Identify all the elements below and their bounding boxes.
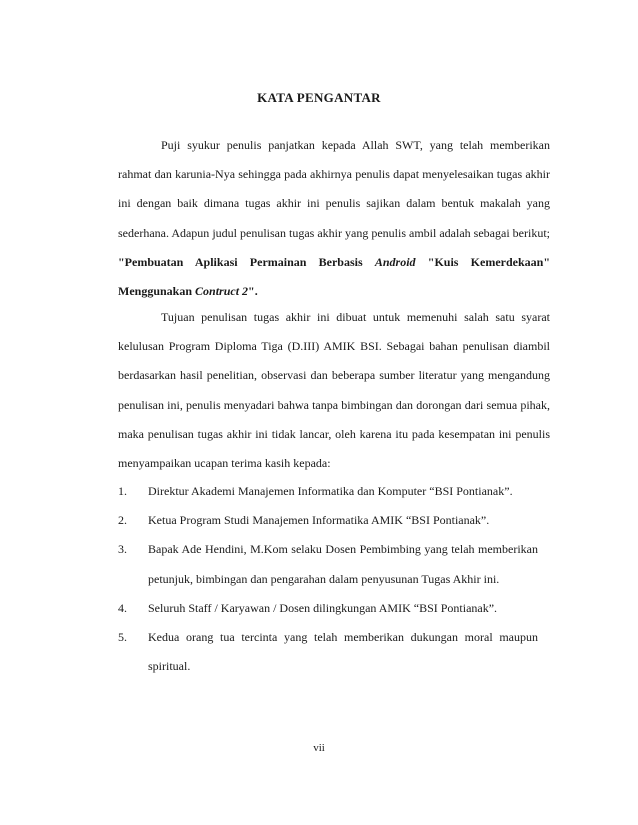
list-item-number: 4.: [118, 600, 127, 615]
list-item: [118, 535, 550, 593]
list-item-text: Kedua orang tua tercinta yang telah memberikan dukungan moral maupun spiritual.: [148, 630, 538, 674]
paragraph-intro: [118, 131, 550, 306]
paragraph-purpose-text: Tujuan penulisan tugas akhir ini dibuat untuk memenuhi salah satu syarat kelulusan Program Diploma Tiga (D.III) AMIK BSI. Sebagai bahan penulisan diambil berdasarkan hasil penelitian, observasi dan beberapa sumber literatur yang mengandung penulisan ini, penulis menyadari bahwa tanpa bimbingan dan dorongan dari semua pihak, maka penulisan tugas akhir ini tidak lancar, oleh karena itu pada kesempatan ini penulis menyampaikan ucapan terima kasih kepada:: [118, 310, 550, 471]
list-item-number: 1.: [118, 484, 127, 498]
thesis-title-part1: "Pembuatan Aplikasi Permainan Berbasis: [118, 254, 375, 269]
thesis-title-android: Android: [374, 254, 416, 269]
list-item: [118, 506, 550, 535]
paragraph-purpose: [118, 303, 550, 478]
list-item-number: 5.: [118, 630, 127, 645]
list-item: [118, 623, 550, 681]
list-item-text: Seluruh Staff / Karyawan / Dosen dilingkungan AMIK “BSI Pontianak”.: [148, 600, 498, 615]
page-number: vii: [313, 742, 325, 754]
list-item-text: Ketua Program Studi Manajemen Informatika AMIK “BSI Pontianak”.: [148, 513, 490, 528]
list-item: [118, 594, 550, 623]
thesis-title-part2: "Kuis Kemerdekaan" Menggunakan: [118, 254, 550, 299]
list-item-number: 2.: [118, 513, 127, 528]
thesis-title-construct: Contruct 2: [195, 284, 249, 299]
thesis-title-end: ".: [248, 284, 258, 299]
page-title: KATA PENGANTAR: [257, 90, 381, 105]
list-item-number: 3.: [118, 542, 127, 557]
paragraph-intro-text: Puji syukur penulis panjatkan kepada Allah SWT, yang telah memberikan rahmat dan karunia-Nya sehingga pada akhirnya penulis dapat menyelesaikan tugas akhir ini dengan baik dimana tugas akhir ini penulis sajikan dalam bentuk makalah yang sederhana. Adapun judul penulisan tugas akhir yang penulis ambil adalah sebagai berikut;: [118, 138, 550, 240]
acknowledgement-list: [118, 477, 550, 681]
list-item-text: Bapak Ade Hendini, M.Kom selaku Dosen Pembimbing yang telah memberikan petunjuk, bimbingan dan pengarahan dalam penyusunan Tugas Akhir ini.: [148, 542, 538, 586]
list-item: [118, 477, 550, 506]
list-item-text: Direktur Akademi Manajemen Informatika dan Komputer “BSI Pontianak”.: [148, 484, 513, 498]
